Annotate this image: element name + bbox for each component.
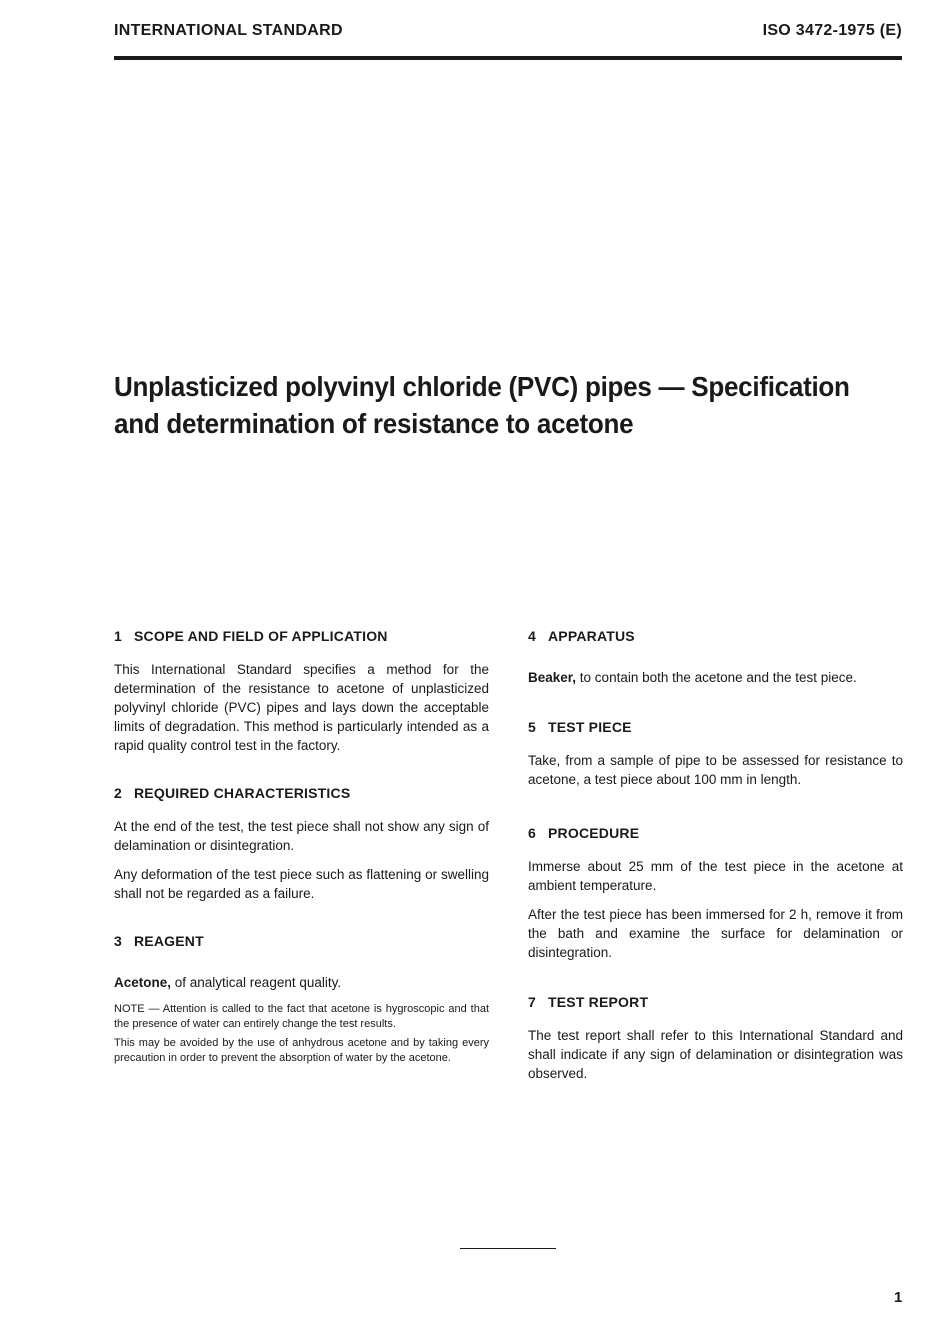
section-number: 5 (528, 719, 536, 735)
paragraph: The test report shall refer to this International Standard and shall indicate if any sign of delamination or disintegration was observed. (528, 1028, 903, 1081)
section-number: 1 (114, 628, 122, 644)
note-paragraph: This may be avoided by the use of anhydrous acetone and by taking every precaution in order to prevent the absorption of water by the acetone. (114, 1037, 489, 1064)
section-number: 7 (528, 994, 536, 1010)
paragraph: Any deformation of the test piece such as flattening or swelling shall not be regarded as a failure. (114, 867, 489, 901)
page-number: 1 (894, 1289, 903, 1306)
title-line-1: Unplasticized polyvinyl chloride (PVC) pipes — Specification (114, 371, 850, 402)
document-title (114, 368, 858, 442)
paragraph: Immerse about 25 mm of the test piece in the acetone at ambient temperature. (528, 859, 903, 893)
header-rule (114, 56, 902, 60)
section-title: REAGENT (134, 933, 204, 949)
left-column (114, 628, 489, 1066)
section-title: REQUIRED CHARACTERISTICS (134, 785, 351, 801)
section-heading (114, 628, 489, 646)
section-title: TEST PIECE (548, 719, 632, 735)
apparatus-text: to contain both the acetone and the test piece. (576, 670, 857, 685)
reagent-paragraph (114, 973, 489, 992)
header-document-number: ISO 3472-1975 (E) (762, 22, 902, 39)
paragraph: At the end of the test, the test piece shall not show any sign of delamination or disintegration. (114, 819, 489, 853)
apparatus-term: Beaker, (528, 670, 577, 685)
section-reagent (114, 933, 489, 1066)
section-test-report (528, 994, 903, 1083)
section-number: 3 (114, 933, 122, 949)
section-apparatus (528, 628, 903, 687)
section-test-piece (528, 719, 903, 789)
section-heading (528, 628, 903, 646)
header-standard-label: INTERNATIONAL STANDARD (114, 22, 343, 39)
section-number: 6 (528, 825, 536, 841)
section-scope (114, 628, 489, 755)
page-header (114, 22, 902, 44)
title-line-2: and determination of resistance to acetone (114, 408, 634, 439)
paragraph: After the test piece has been immersed for 2 h, remove it from the bath and examine the surface for delamination or disintegration. (528, 907, 903, 960)
section-heading (528, 825, 903, 843)
note-paragraph: NOTE — Attention is called to the fact that acetone is hygroscopic and that the presence of water can entirely change the test results. (114, 1003, 489, 1030)
section-heading (528, 994, 903, 1012)
reagent-term: Acetone, (114, 975, 172, 990)
paragraph: Take, from a sample of pipe to be assessed for resistance to acetone, a test piece about 100 mm in length. (528, 753, 903, 787)
section-title: TEST REPORT (548, 994, 649, 1010)
section-title: PROCEDURE (548, 825, 640, 841)
apparatus-paragraph (528, 668, 903, 687)
right-column (528, 628, 903, 1083)
section-number: 2 (114, 785, 122, 801)
section-heading (114, 785, 489, 803)
section-title: SCOPE AND FIELD OF APPLICATION (134, 628, 388, 644)
footer-rule (460, 1248, 556, 1249)
section-heading (528, 719, 903, 737)
section-required-characteristics (114, 785, 489, 903)
reagent-text: of analytical reagent quality. (171, 975, 342, 990)
section-procedure (528, 825, 903, 962)
paragraph: This International Standard specifies a method for the determination of the resistance to acetone of unplasticized polyvinyl chloride (PVC) pipes and lays down the acceptable limits of degradation. This method is particularly intended as a rapid quality control test in the factory. (114, 662, 489, 753)
section-heading (114, 933, 489, 951)
section-title: APPARATUS (548, 628, 635, 644)
section-number: 4 (528, 628, 536, 644)
